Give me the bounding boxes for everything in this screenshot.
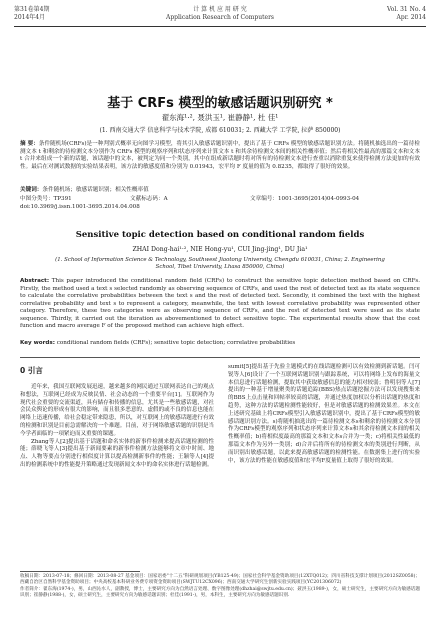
article-metadata [20, 196, 420, 218]
clc-number: 中图分类号：TP391 [20, 196, 72, 202]
doi: doi:10.3969/j.issn.1001-3695.2014.04.008 [20, 204, 140, 210]
keywords-label-en: Key words: [20, 340, 55, 346]
abstract-text-cn: 条件随机场(CRFs)是一种判别式概率无向图学习模型，将其引入敏感话题识别中，提出了基于 CRFs 模型的敏感话题识别方法。将随机抽选出的一篇待检测文本 t 和剩余的待检测文本分别作为 CRFs 模型的观察序列和状态序列来计算文本 t 和其余待检测文本间的相关性概率值；然后将相关性最高的那篇文本和文本 t 合并来组成一个新的话题，该话题中的文本，被判定为同一个类别，其中在组成新话题时将对所有的待检测文本进行查重以消除重复来使得检测方法更加的有效性。最后在对测试数据的实验结果表明，该方法的敏感度值和分别为 0.01943，宏平均 F 度量的值为 0.8235，都取得了很好的效果。 [20, 141, 420, 170]
affiliations-english: (1. School of Information Science & Technology, Southwest Jiaotong University, Chengdu 610031, China; 2. Engineering School, Tibet University, Lhasa 850000, China) [55, 257, 385, 271]
header-issue-en: Vol. 31 No. 4 Apr. 2014 [386, 6, 426, 21]
body-column-right [228, 364, 420, 465]
abstract-english [20, 278, 420, 331]
abstract-label-en: Abstract: [20, 278, 50, 284]
footnote: 收稿日期：2013-07-18；修回日期：2013-08-27 基金项目：国家语委"十二五"科研规划项目(YB125-49)；国家社会科学基金资助项目(12XTQ012)；四川省科技支撑计划项目(2012SZ0058)；西藏自治区自然科学基金资助项目；中央高校基本科研业务费专项资金资助项目(SWJTU12CX096)；西南交通大学研究生创新实验实践项目(YC201306072) 作者简介：翟东海(1974-)，男，山西沁水人，副教授，博士，主要研究方向为自然语言处理、数字图像处理(dhzhai@swjtu.edu.cn)；聂洪玉(1989-)，女，硕士研究生，主要研究方向为敏感话题识别；崔静静(1988-)，女，硕士研究生，主要研究方向为敏感话题识别；杜佳(1991-)，男，本科生，主要研究方向为敏感话题识别. [20, 574, 420, 599]
section-divider [20, 357, 420, 358]
authors-english: ZHAI Dong-hai¹·², NIE Hong-yu¹, CUI Jing-jing¹, DU Jia¹ [132, 246, 308, 253]
footnote-rule [20, 571, 140, 572]
section-heading-introduction: 0 引言 [20, 366, 43, 375]
header-issue-cn: 第31卷第4期 2014年4月 [14, 6, 50, 21]
document-code: 文献标志码：A [130, 196, 168, 202]
body-paragraph: 近年来，我国互联网发展迅速，越来越多的网民通过互联网表达自己的观点和想法，互联网已经成为反映民情、社会动态的一个重要平台[1]。互联网作为现代社会重要的交流渠道，具有储存和传播的信息，尤其是一些敏感话题，对社会民众舆论的形成有很大的影响，而且很多恶意的、虚假的或不良的信息也能在网络上迅速传播，给社会稳定带来隐患，所以，对互联网上的敏感话题进行有效的检测和识别是目前急需解决的一个难题。目前，对于网络敏感话题的识别是当今学者面临的一项紧迫而又重要的课题。 [20, 384, 214, 437]
keywords-text-en: conditional random fields (CRFs); sensitive topic detection; correlative probabilities [56, 340, 296, 346]
title-chinese: 基于 CRFs 模型的敏感话题识别研究 * [107, 96, 333, 111]
title-english: Sensitive topic detection based on conditional random fields [75, 230, 365, 240]
abstract-label-cn: 摘 要： [20, 141, 39, 147]
keywords-chinese [20, 187, 420, 195]
abstract-text-en: This paper introduced the conditional random field (CRFs) to construct the sensitive topic detection method based on CRFs. Firstly, the method used a text s selected randomly as observing sequence of CRFs, and used the rest of detected text as its state sequence to calculate the correlative probabilities between the text s and the rest of detected text. Secondly, it combined the text with the highest correlative probability and text s to represent a category, meanwhile, the text with lowest correlative probability was represented other category. Therefore, these two categories were as observing sequence of CRFs, and the rest of detected text were used as its state sequence. Thirdly, it carried out the iteration as abovementioned to detect sensitive topic. The experimental results show that the cost function and macro average F of the proposed method can achieve high effect. [20, 278, 420, 330]
authors-chinese: 翟东海¹·², 聂洪玉¹, 崔静静¹, 杜 佳¹ [161, 113, 279, 122]
header-rule [14, 26, 426, 27]
keywords-english [20, 340, 420, 348]
keywords-label-cn: 关键词： [20, 187, 43, 193]
body-paragraph: sumit[5]提出基于先验主题模式的在线话题检测可以有效检测到新话题。闫可锐等人[6]设计了一个互联网话题识别与跟踪系统，可以将网络上发布的海量文本信息进行话题检测，提取其中获取敏感信息的能力相对较弱；鲁明羽等人[7]提出的一种基于增量聚类的话题追踪(BBS)热点话题挖掘方法可以发现搜集来的BBS上点击量和回帖率较高的话题，并通过热度加权以分析出话题的热度和趋势，这种方法的话题检测性能较好，但是对敏感话题的检测效果差。本文在上述研究基础上将CRFs模型引入敏感话题识别中，提出了基于CRFs模型的敏感话题识别方法。s)将随机抽选出的一篇待检测文本s和剩余的待检测文本分别作为CRFs模型的观察序列和状态序列来计算文本s和其余待检测文本间的相关性概率值；b)将相似度最高的那篇文本和文本s合并为一类；c)将相关性最低的那篇文本作为另外一类别；d)合并后将所有的待检测文本的类别进行判断，从而识别出敏感话题，以此来提高敏感话题的检测性能。在数据集上进行的实验中，该方法的性能在敏感度值和宏平均F度量值上取得了很好的效果。 [228, 364, 420, 464]
body-column-left [20, 384, 214, 470]
keywords-text-cn: 条件随机场；敏感话题识别；相关性概率值 [42, 187, 149, 193]
running-header [14, 6, 426, 30]
header-journal-name: 计 算 机 应 用 研 究 Application Research of Computers [165, 6, 275, 21]
article-number: 文章编号：1001-3695(2014)04-0993-04 [250, 196, 360, 202]
abstract-chinese [20, 141, 420, 171]
body-paragraph: Zhang等人[2]提出基于话题和命名实体的新事件检测来提高话题检测的性能；薛晓飞等人[3]提出基于新闻要素的新事件检测方法能够将文章中时间、地点、人物等要点分别进行相似度计算以提高检测新事件的性能；王颖等人[4]提出的检测系统中的性能提升策略通过发现新闻文本中的命名实体进行话题检测。 [20, 438, 214, 468]
affiliations-chinese: (1. 西南交通大学 信息科学与技术学院, 成都 610031; 2. 西藏大学 工学院, 拉萨 850000) [99, 127, 341, 134]
